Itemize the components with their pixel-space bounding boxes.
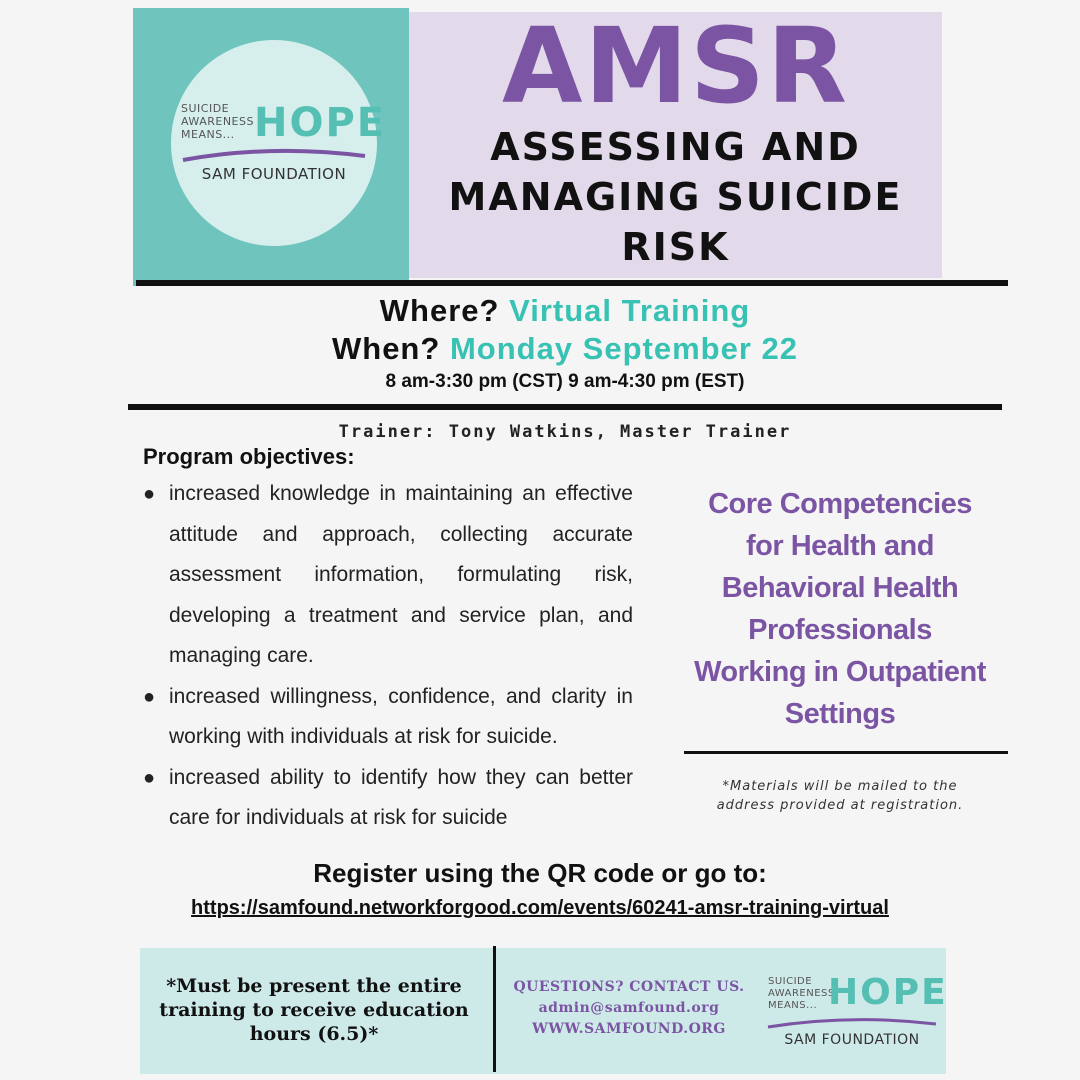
when-label: When? [332, 331, 441, 366]
event-details [130, 292, 1000, 396]
footer-logo-swoosh-icon [766, 1014, 938, 1030]
bullet-icon: ● [143, 483, 156, 505]
when-value: Monday September 22 [449, 331, 798, 366]
contact-website[interactable]: WWW.SAMFOUND.ORG [532, 1021, 726, 1037]
footer-logo-hope-word: HOPE [828, 972, 948, 1013]
footer-logo-line3: MEANS... [768, 1000, 818, 1011]
objective-text: increased willingness, confidence, and clarity in working with individuals at risk for suicide. [169, 684, 633, 748]
objectives-list [143, 474, 633, 839]
contact-heading: QUESTIONS? CONTACT US. [513, 979, 745, 995]
where-value: Virtual Training [509, 293, 751, 328]
title-full-name [409, 122, 942, 272]
attendance-requirement: *Must be present the entire training to receive education hours (6.5)* [159, 975, 469, 1045]
footer-logo-org-name: SAM FOUNDATION [784, 1032, 920, 1048]
where-label: Where? [379, 293, 500, 328]
bullet-icon: ● [143, 685, 156, 708]
objective-text: increased ability to identify how they can better care for individuals at risk for suicide [169, 765, 633, 829]
logo-tagline [181, 102, 254, 141]
objective-text: increased knowledge in maintaining an effective attitude and approach, collecting accurate assessment information, formulating risk, developing a treatment and service plan, and managing care. [169, 482, 633, 667]
title-line1: ASSESSING AND [490, 125, 861, 169]
title-line2: MANAGING SUICIDE [448, 175, 903, 219]
logo-line1: SUICIDE [181, 102, 230, 115]
materials-note: *Materials will be mailed to the address provided at registration. [716, 779, 964, 813]
objectives-heading: Program objectives: [143, 444, 355, 469]
header-divider [136, 280, 1008, 286]
contact-email[interactable]: admin@samfound.org [538, 1000, 720, 1016]
footer-logo [762, 972, 948, 1056]
logo-line2: AWARENESS [181, 115, 254, 128]
footer-divider [493, 946, 496, 1072]
bullet-icon: ● [143, 766, 156, 789]
objective-item [143, 758, 633, 839]
when-line [130, 330, 1000, 368]
core-competencies: Core Competencies for Health and Behavioral Health Professionals Working in Outpatient Settings [694, 488, 986, 730]
title-line3: RISK [621, 225, 730, 269]
objective-item [143, 474, 633, 677]
footer-logo-line2: AWARENESS [768, 988, 835, 999]
details-divider [128, 404, 1002, 410]
logo-org-name: SAM FOUNDATION [201, 165, 347, 183]
logo-line3: MEANS... [181, 128, 235, 141]
register-prompt: Register using the QR code or go to: [313, 858, 767, 888]
where-line [130, 292, 1000, 330]
trainer-line: Trainer: Tony Watkins, Master Trainer [338, 422, 792, 442]
footer-logo-line1: SUICIDE [768, 976, 813, 987]
event-times: 8 am-3:30 pm (CST) 9 am-4:30 pm (EST) [385, 371, 745, 392]
core-divider [684, 751, 1008, 754]
logo-hope-word: HOPE [254, 100, 387, 146]
registration-link[interactable]: https://samfound.networkforgood.com/events/60241-amsr-training-virtual [191, 897, 889, 919]
objective-item [143, 677, 633, 758]
title-acronym: AMSR [502, 5, 849, 127]
contact-block [506, 977, 752, 1040]
sam-foundation-logo [171, 40, 387, 246]
logo-swoosh-icon [181, 144, 367, 164]
footer-logo-tagline [768, 976, 835, 1012]
